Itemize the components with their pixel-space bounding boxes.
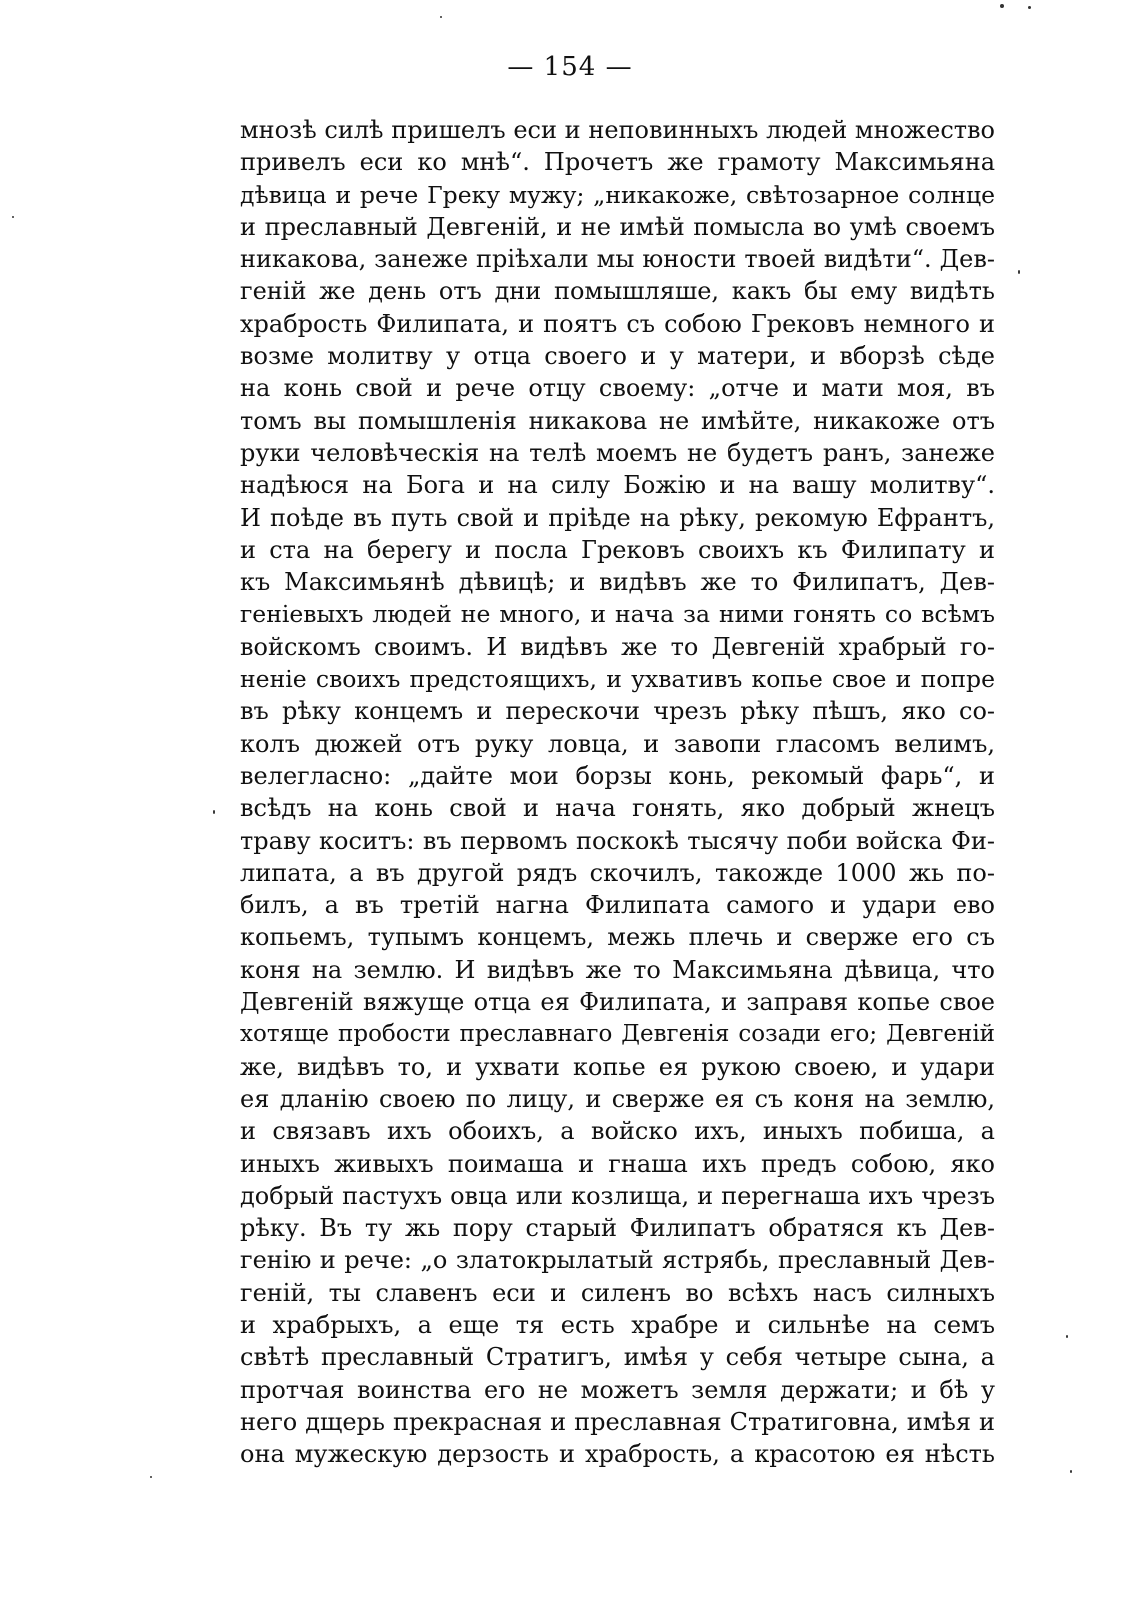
- text-line: надѣюся на Бога и на силу Божію и на вашу молитву“.: [240, 471, 995, 500]
- text-line: коня на землю. И видѣвъ же то Максимьяна дѣвица, что: [240, 955, 995, 984]
- text-line: мнозѣ силѣ пришелъ еси и неповинныхъ людей множество: [240, 116, 995, 144]
- text-line: геніевыхъ людей не много, и нача за ними гонять со всѣмъ: [240, 600, 995, 629]
- text-line: геній, ты славенъ еси и силенъ во всѣхъ насъ силныхъ: [240, 1278, 995, 1307]
- text-line: привелъ еси ко мнѣ“. Прочетъ же грамоту Максимьяна: [240, 148, 995, 177]
- text-line: велегласно: „дайте мои борзы конь, рекомый фарь“, и: [240, 761, 995, 790]
- text-line: томъ вы помышленія никакова не имѣйте, никакоже отъ: [240, 406, 995, 435]
- scan-speck: [12, 216, 14, 218]
- scan-speck: [213, 810, 215, 814]
- scan-speck: [1000, 4, 1004, 8]
- text-line: хотяще пробости преславнаго Девгенія созади его; Девгеній: [240, 1021, 995, 1048]
- scan-speck: [1066, 1335, 1068, 1338]
- scan-speck: [1018, 270, 1020, 274]
- text-line: генію и рече: „о златокрылатый ястрябь, преславный Дев-: [240, 1246, 995, 1275]
- text-line: неніе своихъ предстоящихъ, и ухвативъ копье свое и попре: [240, 665, 995, 694]
- text-line: геній же день отъ дни помышляше, какъ бы ему видѣть: [240, 277, 995, 306]
- text-line: къ Максимьянѣ дѣвицѣ; и видѣвъ же то Филипатъ, Дев-: [240, 568, 995, 597]
- text-line: колъ дюжей отъ руку ловца, и завопи гласомъ велимъ,: [240, 729, 995, 758]
- text-line: храбрость Филипата, и поятъ съ собою Грековъ немного и: [240, 309, 995, 338]
- text-line: рѣку. Въ ту жь пору старый Филипатъ обратяся къ Дев-: [240, 1214, 995, 1243]
- text-line: войскомъ своимъ. И видѣвъ же то Девгеній храбрый го-: [240, 632, 995, 661]
- text-line: же, видѣвъ то, и ухвати копье ея рукою своею, и удари: [240, 1052, 995, 1081]
- body-text: [240, 114, 995, 1470]
- scan-speck: [150, 1476, 152, 1478]
- text-line: никакова, занеже пріѣхали мы юности твоей видѣти“. Дев-: [240, 245, 995, 274]
- text-line: возме молитву у отца своего и у матери, и вборзѣ сѣде: [240, 342, 995, 371]
- text-line: и связавъ ихъ обоихъ, а войско ихъ, иныхъ побиша, а: [240, 1117, 995, 1146]
- scan-speck: [440, 16, 442, 18]
- text-line: ея дланію своею по лицу, и сверже ея съ коня на землю,: [240, 1084, 995, 1113]
- text-line: липата, а въ другой рядъ скочилъ, такожде 1000 жь по-: [240, 858, 995, 887]
- text-line: руки человѣческія на телѣ моемъ не будетъ ранъ, занеже: [240, 438, 995, 467]
- text-line: Девгеній вяжуще отца ея Филипата, и заправя копье свое: [240, 988, 995, 1017]
- text-line: него дщерь прекрасная и преславная Стратиговна, имѣя и: [240, 1407, 995, 1436]
- text-line: дѣвица и рече Греку мужу; „никакоже, свѣтозарное солнце: [240, 180, 995, 209]
- text-line: копьемъ, тупымъ концемъ, межь плечь и сверже его съ: [240, 923, 995, 952]
- text-line: свѣтѣ преславный Стратигъ, имѣя у себя четыре сына, а: [240, 1343, 995, 1372]
- text-line: траву коситъ: въ первомъ поскокѣ тысячу поби войска Фи-: [240, 826, 995, 855]
- text-line: и храбрыхъ, а еще тя есть храбре и сильнѣе на семъ: [240, 1310, 995, 1339]
- scan-speck: [1070, 1470, 1072, 1473]
- text-line: добрый пастухъ овца или козлища, и перегнаша ихъ чрезъ: [240, 1181, 995, 1210]
- text-line: и ста на берегу и посла Грековъ своихъ къ Филипату и: [240, 535, 995, 564]
- page-number: — 154 —: [507, 52, 633, 82]
- text-line: всѣдъ на конь свой и нача гонять, яко добрый жнецъ: [240, 794, 995, 823]
- text-line: билъ, а въ третій нагна Филипата самого и удари ево: [240, 891, 995, 920]
- text-line: на конь свой и рече отцу своему: „отче и мати моя, въ: [240, 374, 995, 403]
- text-line: И поѣде въ путь свой и пріѣде на рѣку, рекомую Ефрантъ,: [240, 503, 995, 532]
- text-line: въ рѣку концемъ и перескочи чрезъ рѣку пѣшъ, яко со-: [240, 697, 995, 726]
- text-line: иныхъ живыхъ поимаша и гнаша ихъ предъ собою, яко: [240, 1149, 995, 1178]
- text-line: и преславный Девгеній, и не имѣй помысла во умѣ своемъ: [240, 212, 995, 241]
- text-line: протчая воинства его не можетъ земля держати; и бѣ у: [240, 1375, 995, 1404]
- text-line: она мужескую дерзость и храбрость, а красотою ея нѣсть: [240, 1440, 995, 1469]
- scan-speck: [1028, 6, 1031, 9]
